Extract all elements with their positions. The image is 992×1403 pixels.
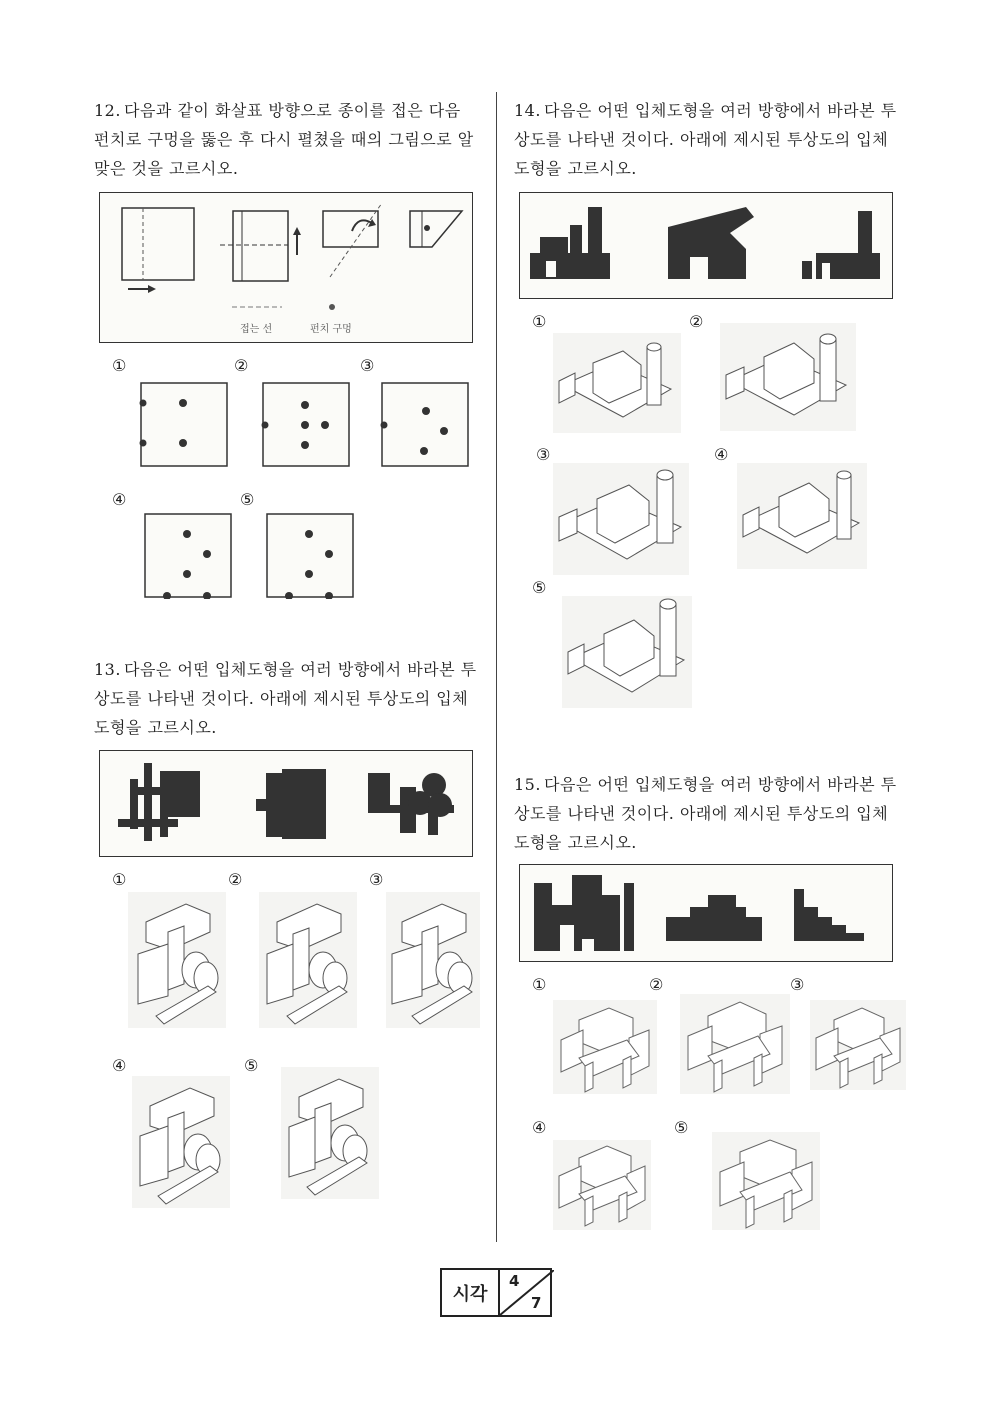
q15-option-3[interactable]: ③ <box>790 975 805 994</box>
q13-body: 다음은 어떤 입체도형을 여러 방향에서 바라본 투상도를 나타낸 것이다. 아래에 제시된 투상도의 입체도형을 고르시오. <box>94 660 477 737</box>
q14-views-figure <box>520 193 892 298</box>
q14-choice-4-image[interactable] <box>737 463 867 569</box>
q14-choice-1-image[interactable] <box>553 333 681 433</box>
column-divider <box>496 92 497 1242</box>
q15-choice-5-image[interactable] <box>712 1132 820 1230</box>
q12-choice-2-image[interactable] <box>261 381 351 468</box>
q13-option-5[interactable]: ⑤ <box>244 1056 259 1075</box>
q15-number: 15. <box>514 775 541 794</box>
q12-option-4[interactable]: ④ <box>112 490 127 509</box>
q15-choice-1-image[interactable] <box>553 1000 657 1094</box>
q12-body: 다음과 같이 화살표 방향으로 종이를 접은 다음 펀치로 구멍을 뚫은 후 다시 펼쳤을 때의 그림으로 알맞은 것을 고르시오. <box>94 101 474 178</box>
fold-steps-figure <box>100 193 472 342</box>
q13-option-1[interactable]: ① <box>112 870 127 889</box>
q14-body: 다음은 어떤 입체도형을 여러 방향에서 바라본 투상도를 나타낸 것이다. 아래에 제시된 투상도의 입체도형을 고르시오. <box>514 101 897 178</box>
page-indicator <box>440 1268 552 1317</box>
q15-views-figure <box>520 865 892 961</box>
q13-option-2[interactable]: ② <box>228 870 243 889</box>
legend-fold-label: 접는 선 <box>240 324 273 335</box>
q13-choice-4-image[interactable] <box>132 1076 230 1208</box>
q13-choice-2-image[interactable] <box>259 892 357 1028</box>
q14-text <box>514 96 898 183</box>
q13-views-figure <box>100 751 472 856</box>
q14-option-5[interactable]: ⑤ <box>532 578 547 597</box>
q15-option-4[interactable]: ④ <box>532 1118 547 1137</box>
q13-text <box>94 655 478 742</box>
q12-option-2[interactable]: ② <box>234 356 249 375</box>
q14-option-1[interactable]: ① <box>532 312 547 331</box>
q13-number: 13. <box>94 660 121 679</box>
q12-option-1[interactable]: ① <box>112 356 127 375</box>
q12-choice-1-image[interactable] <box>139 381 229 468</box>
q14-projection-views <box>519 192 893 299</box>
q13-option-3[interactable]: ③ <box>369 870 384 889</box>
q12-fold-diagram <box>99 192 473 343</box>
q12-option-3[interactable]: ③ <box>360 356 375 375</box>
legend-punch-label: 펀치 구멍 <box>310 324 352 335</box>
q14-option-3[interactable]: ③ <box>536 445 551 464</box>
subject-label: 시각 <box>442 1270 500 1315</box>
q15-choice-2-image[interactable] <box>680 994 790 1094</box>
q14-choice-3-image[interactable] <box>553 463 689 575</box>
q15-projection-views <box>519 864 893 962</box>
page-fraction <box>500 1270 550 1315</box>
q13-projection-views <box>99 750 473 857</box>
q15-option-1[interactable]: ① <box>532 975 547 994</box>
q13-choice-3-image[interactable] <box>386 892 480 1028</box>
q14-option-2[interactable]: ② <box>689 312 704 331</box>
q12-text <box>94 96 478 183</box>
q12-choice-4-image[interactable] <box>143 512 233 599</box>
q15-option-2[interactable]: ② <box>649 975 664 994</box>
q14-option-4[interactable]: ④ <box>714 445 729 464</box>
q12-choice-5-image[interactable] <box>265 512 355 599</box>
q12-number: 12. <box>94 101 121 120</box>
q13-choice-1-image[interactable] <box>128 892 226 1028</box>
q15-option-5[interactable]: ⑤ <box>674 1118 689 1137</box>
q15-body: 다음은 어떤 입체도형을 여러 방향에서 바라본 투상도를 나타낸 것이다. 아래에 제시된 투상도의 입체도형을 고르시오. <box>514 775 897 852</box>
q13-choice-5-image[interactable] <box>281 1067 379 1199</box>
q15-choice-4-image[interactable] <box>553 1140 651 1230</box>
q13-option-4[interactable]: ④ <box>112 1056 127 1075</box>
q12-choice-3-image[interactable] <box>380 381 470 468</box>
q15-choice-3-image[interactable] <box>810 1000 906 1090</box>
page-number: 4 <box>509 1272 520 1290</box>
q14-choice-2-image[interactable] <box>720 323 856 431</box>
q14-number: 14. <box>514 101 541 120</box>
q15-text <box>514 770 898 857</box>
q12-option-5[interactable]: ⑤ <box>240 490 255 509</box>
page-total: 7 <box>531 1294 542 1312</box>
q14-choice-5-image[interactable] <box>562 596 692 708</box>
